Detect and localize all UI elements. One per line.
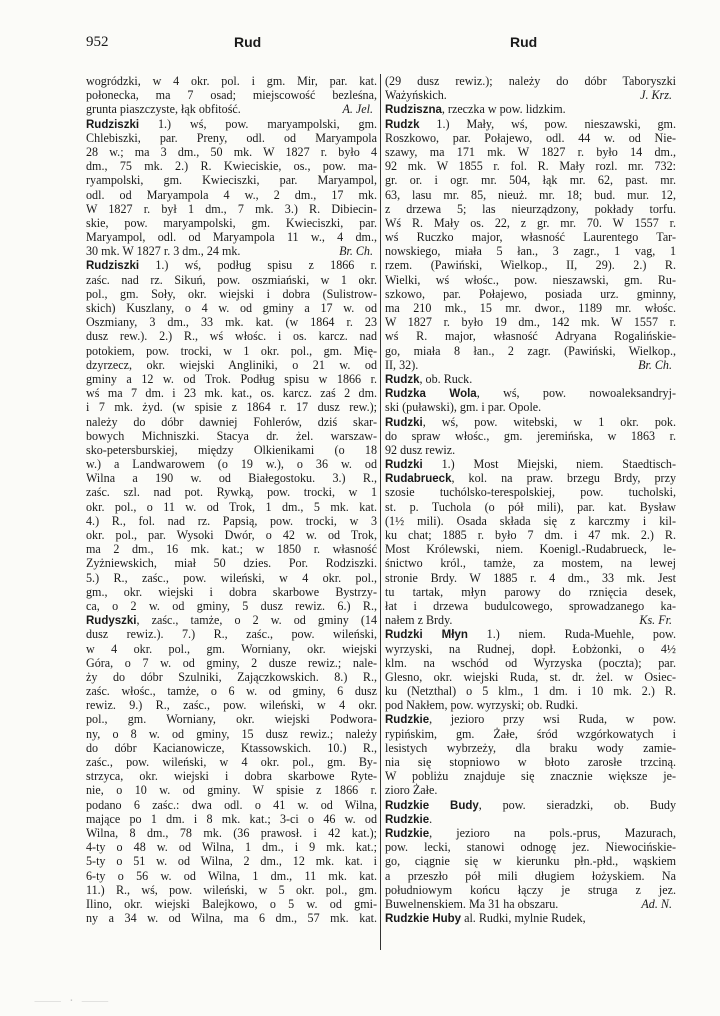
running-header: [86, 34, 686, 54]
text-line: południowym końcu łączy je struga z jez.: [385, 882, 676, 897]
entry-headword: Rudzkie Huby: [385, 913, 462, 926]
text-line: ma 210 mk., 15 mr. dwor., 1189 mr. włośc.: [385, 301, 676, 315]
text-line: Rudzki, wś, pow. witebski, w 1 okr. pok.: [385, 414, 676, 429]
page-number: 952: [86, 34, 109, 50]
line-text: Buwelnenskiem. Ma 31 ha obszaru.: [385, 896, 559, 911]
author-signature: Br. Ch.: [638, 357, 672, 372]
text-line: a przeszło pół mili długiem łożyskiem. Na: [385, 868, 676, 883]
text-line: Rudziszki 1.) wś, pow. maryampolski, gm.: [86, 116, 377, 131]
text-line: 5-ty o 51 w. od Wilna, 2 dm., 12 mk. kat. i: [86, 854, 377, 869]
running-head-left: Rud: [234, 34, 262, 50]
text-line: dm., 75 mk. 2.) R. Kwieciskie, os., pow. ma-: [86, 159, 377, 174]
entry-headword: Rudzkie: [385, 813, 430, 826]
text-line: go, miała 8 łan., 2 zagr. (Pawiński, Wielkop.,: [385, 343, 676, 358]
text-line: W 1827 r. był 1 dm., 7 mk. 3.) R. Dibiecin-: [86, 201, 377, 216]
text-line: W 1827 r. było 19 dm., 142 mk. W 1557 r.: [385, 315, 676, 330]
text-line: 92 mk. W 1855 r. fol. R. Mały rozl. mr. 732:: [385, 159, 676, 174]
text-line: skie, pow. maryampolski, gm. Kwieciszki, par.: [86, 215, 377, 230]
text-line: Rudzkie, jezioro przy wsi Ruda, w pow.: [385, 712, 676, 727]
entry-headword: Rudyszki: [86, 615, 137, 628]
text-line: W pobliżu znajduje się znacznie większe je-: [385, 769, 676, 784]
entry-headword: Rudzka Wola: [385, 388, 477, 401]
text-line: wś ma 7 dm. i 23 mk. kat., os. karcz. zaś 2 dm.: [86, 386, 377, 401]
text-line: połonecka, ma 7 osad; miejscowość bezleśna,: [86, 88, 377, 103]
entry-headword: Rudzki Młyn: [385, 629, 468, 642]
text-line: wś R. major, własność Adryana Rogalińskie-: [385, 329, 676, 344]
text-line: wś Ruczko major, własność Laurentego Tar-: [385, 230, 676, 245]
line-text: nałem z Brdy.: [385, 613, 453, 628]
text-line: [385, 88, 676, 102]
text-line: [385, 613, 676, 627]
text-line: pol., gm. Worniany, okr. wiejski Podwora-: [86, 712, 377, 727]
right-column: [385, 74, 676, 925]
author-signature: Br. Ch.: [339, 244, 373, 259]
text-line: gm., okr. wiejski i dobra skarbowe Bystrzy-: [86, 584, 377, 599]
text-line: podano 6 zaśc.: dwa odl. o 41 w. od Wilna,: [86, 797, 377, 812]
text-line: mające po 1 dm. i 8 mk. kat.; 3-ci o 46 w. od: [86, 811, 377, 826]
text-line: 92 dusz rewiz.: [385, 442, 456, 457]
text-line: stronie Brdy. W 1885 r. 4 dm., 33 mk. Jest: [385, 570, 676, 585]
text-line: strzyca, okr. wiejski i dobra skarbowe Ryte-: [86, 769, 377, 784]
text-line: Wilna, 8 dm., 78 mk. (36 prawosł. i 42 kat.);: [86, 825, 377, 840]
text-line: Oszmiany, 3 dm., 33 mk. kat. (w 1864 r. 23: [86, 315, 377, 330]
text-line: potokiem, pow. trocki, w 1 okr. pol., gm. Mię-: [86, 343, 377, 358]
text-line: Wielki, wś włośc., pow. nieszawski, gm. Ru-: [385, 272, 676, 287]
author-signature: Ad. N.: [641, 896, 672, 911]
text-line: st. p. Tuchola (o pół mili), par. kat. Bysław: [385, 499, 676, 514]
text-line: 4-ty o 48 w. od Wilna, 1 dm., i 9 mk. kat.;: [86, 840, 377, 855]
text-line: bowych Michniszki. Stacya dr. żel. warszaw-: [86, 428, 377, 443]
text-line: Rudyszki, zaśc., tamże, o 2 w. od gminy (14: [86, 613, 377, 628]
text-line: Rudziszna, rzeczka w pow. lidzkim.: [385, 102, 566, 117]
text-line: szosie tuchólsko-terespolskiej, pow. tucholski,: [385, 485, 676, 500]
text-line: ryampolski, gm. Kwieciszki, par. Maryampol,: [86, 173, 377, 188]
line-text: 30 mk. W 1827 r. 3 dm., 24 mk.: [86, 244, 241, 259]
entry-headword: Rudzkie: [385, 827, 430, 840]
text-line: pod Nakłem, pow. wyrzyski; ob. Rudki.: [385, 698, 579, 713]
text-line: tu tartak, młyn parowy do rznięcia desek,: [385, 584, 676, 599]
author-signature: Ks. Fr.: [639, 613, 672, 628]
text-line: zaśc. szl. nad pot. Rywką, pow. trocki, w 1: [86, 485, 377, 500]
text-line: ma 2 dm., 16 mk. kat.; w 1850 r. własność: [86, 542, 377, 557]
text-line: Rudabrueck, kol. na praw. brzegu Brdy, przy: [385, 471, 676, 486]
text-line: 6-ty o 56 w. od Wilna, 1 dm., 11 mk. kat.: [86, 868, 377, 883]
text-line: ku chat; 1885 r. było 7 dm. i 47 mk. 2.) R.: [385, 528, 676, 542]
text-line: odl. od Maryampola 4 w., 2 dm., 17 mk.: [86, 187, 377, 202]
text-line: Góra, o 7 w. od gminy, 2 dusze rewiz.; nale-: [86, 655, 377, 670]
text-line: Rudzki Młyn 1.) niem. Ruda-Muehle, pow.: [385, 627, 676, 642]
text-line: wyrzyski, na Rudnej, dopł. Łobżonki, o 4½: [385, 641, 676, 656]
text-line: 63, lasu mr. 85, nieuż. mr. 18; bud. mur. 12,: [385, 187, 676, 202]
text-line: Rudzka Wola, wś, pow. nowoaleksandryj-: [385, 386, 676, 401]
text-line: nowskiego, miała 5 łan., 3 zagr., 1 vag, 1: [385, 244, 676, 259]
text-line: [385, 897, 676, 911]
text-line: pow. lecki, stanowi odnogę jez. Niewocińskie-: [385, 840, 676, 855]
text-line: 11.) R., wś, pow. wileński, w 5 okr. pol., gm.: [86, 882, 377, 897]
text-line: Rudzk, ob. Ruck.: [385, 371, 473, 386]
text-line: (29 dusz rewiz.); należy do dóbr Taboryszki: [385, 74, 676, 88]
text-line: ski (puławski), gm. i par. Opole.: [385, 400, 542, 415]
entry-headword: Rudabrueck: [385, 473, 452, 486]
entry-headword: Rudzkie: [385, 714, 430, 727]
entry-headword: Rudziszna: [385, 104, 442, 117]
text-line: śnictwo król., tamże, za mostem, na lewej: [385, 556, 676, 571]
text-line: Rudzkie Huby al. Rudki, mylnie Rudek,: [385, 911, 586, 926]
text-line: szawy, ma 171 mk. W 1827 r. było 14 dm.,: [385, 144, 676, 159]
text-line: go, ciągnie się w kierunku płn.-płd., wąskiem: [385, 854, 676, 869]
text-line: [385, 358, 676, 372]
entry-headword: Rudzk: [385, 118, 420, 131]
text-line: Chlebiszki, par. Preny, odl. od Maryampola: [86, 130, 377, 145]
column-divider: [380, 74, 381, 950]
text-line: rewiz. 9.) R., zaśc., pow. wileński, w 4 okr.: [86, 698, 377, 713]
text-line: ży do dóbr Szulniki, Zajączkowskich. 8.) R.,: [86, 669, 377, 684]
text-line: należy do dóbr dawniej Fohlerów, dziś skar-: [86, 414, 377, 429]
text-line: Rudziszki 1.) wś, podług spisu z 1866 r.: [86, 258, 377, 273]
text-line: (1½ mili). Osada składa się z karczmy i kil-: [385, 513, 676, 528]
author-signature: A. Jel.: [342, 102, 373, 117]
text-line: Rudzki 1.) Most Miejski, niem. Staedtisch-: [385, 457, 676, 472]
text-line: Ilino, okr. wiejski Balejkowo, o 5 w. od gmi-: [86, 896, 377, 911]
text-line: Rudzkie Budy, pow. sieradzki, ob. Budy: [385, 797, 676, 812]
text-line: dusz rew.). 2.) R., wś włośc. i os. karcz. nad: [86, 329, 377, 344]
text-line: do spraw włośc., gm. jeremińska, w 1863 r.: [385, 428, 676, 443]
text-line: ny, o 8 w. od gminy, 15 dusz rewiz.; należy: [86, 726, 377, 741]
text-line: Rudzkie, jezioro na pols.-prus, Mazurach,: [385, 825, 676, 840]
text-line: okr. pol., par. Wysoki Dwór, o 42 w. od Trok,: [86, 528, 377, 542]
text-line: ny a 34 w. od Wilna, ma 6 dm., 57 mk. kat.: [86, 911, 377, 926]
text-line: pol., gm. Soły, okr. wiejski i dobra (Sulistrow-: [86, 286, 377, 301]
text-line: zioro Żałe.: [385, 783, 438, 798]
text-line: do dóbr Kacianowicze, Ktassowskich. 10.) R.,: [86, 740, 377, 755]
text-line: z drzewa 5; las nieurządzony, pokłady torfu.: [385, 201, 676, 216]
entry-headword: Rudziszki: [86, 118, 140, 131]
text-line: Rudzkie.: [385, 811, 433, 826]
entry-headword: Rudziszki: [86, 260, 140, 273]
text-line: Rudzk 1.) Mały, wś, pow. nieszawski, gm.: [385, 116, 676, 131]
running-head-right: Rud: [510, 34, 538, 50]
text-line: Roszkowo, par. Połajewo, odl. 44 w. od Nie-: [385, 130, 676, 145]
text-line: klm. na wschód od Wyrzyska (poczta); par.: [385, 655, 676, 670]
scan-edge-mark: ⸻ · ⸻: [34, 994, 109, 1007]
text-line: wogródzki, w 4 okr. pol. i gm. Mir, par. kat.: [86, 74, 377, 88]
text-line: zaśc. nad rz. Sikuń, pow. oszmiański, w 1 okr.: [86, 272, 377, 287]
text-line: okr. pol., o 11 w. od Trok, 1 dm., 5 mk. kat.: [86, 499, 377, 514]
text-line: łat i drzewa budulcowego, sprowadzanego ka-: [385, 598, 676, 613]
entry-headword: Rudzki: [385, 459, 423, 472]
text-line: zaśc., pow. wileński, w 4 okr. pol., gm. By-: [86, 755, 377, 769]
text-line: 5.) R., zaśc., pow. wileński, w 4 okr. pol.,: [86, 570, 377, 585]
line-text: II, 32).: [385, 357, 419, 372]
line-text: grunta piaszczyste, łąk obfitość.: [86, 102, 241, 117]
text-line: szkowo, par. Połajewo, posiada urz. gminny,: [385, 286, 676, 301]
text-line: dzyrzecz, okr. wiejski Angliniki, o 21 w. od: [86, 357, 377, 372]
text-line: Zyżniewskich, miał 50 dzies. Por. Rodziszki.: [86, 556, 377, 571]
text-line: gminy a 12 w. od Trok. Podług spisu w 1866 r.: [86, 371, 377, 386]
text-line: 4.) R., fol. nad rz. Papsią, pow. trocki, w 3: [86, 513, 377, 528]
entry-headword: Rudzk: [385, 373, 420, 386]
text-line: w.) a Landwarowem (o 19 w.), o 36 w. od: [86, 457, 377, 472]
text-line: Most Królewski, niem. Koenigl.-Rudabrueck, le-: [385, 542, 676, 557]
text-line: Glesno, okr. wiejski Ruda, st. dr. żel. w Osiec-: [385, 669, 676, 684]
text-line: 28 w.; ma 3 dm., 50 mk. W 1827 r. było 4: [86, 144, 377, 159]
text-line: [86, 102, 377, 116]
text-line: w 4 okr. pol., gm. Worniany, okr. wiejski: [86, 641, 377, 656]
text-line: i 7 mk. żyd. (w spisie z 1864 r. 17 dusz rew.);: [86, 400, 377, 415]
text-line: [86, 244, 377, 258]
text-line: ku (Netzthal) o 5 klm., 1 dm. i 10 mk. 2.) R.: [385, 684, 676, 699]
text-line: rzem. (Pawiński, Wielkop., II, 29). 2.) R.: [385, 258, 676, 273]
text-line: nia się stopniowo w błoto zarosłe trzciną.: [385, 755, 676, 769]
author-signature: J. Krz.: [640, 88, 672, 103]
text-line: ca, o 2 w. od gminy, 5 dusz rewiz. 6.) R.,: [86, 598, 377, 613]
text-line: nie, o 10 w. od gminy. W spisie z 1866 r.: [86, 783, 377, 798]
text-line: Wś R. Mały os. 22, z gr. mr. 70. W 1557 r.: [385, 215, 676, 230]
left-column: [86, 74, 377, 925]
text-line: gr. or. i ogr. mr. 504, łąk mr. 62, past. mr.: [385, 173, 676, 188]
text-line: sko-petersburskiej, między Olkienikami (o 18: [86, 442, 377, 457]
text-line: lesistych wybrzeży, dla braku wody zamie-: [385, 740, 676, 755]
text-line: zaśc. włośc., tamże, o 6 w. od gminy, 6 dusz: [86, 684, 377, 699]
text-line: rypińskim, gm. Żałe, śród wzgórkowatych i: [385, 726, 676, 741]
entry-headword: Rudzkie Budy: [385, 799, 479, 812]
line-text: Ważyńskich.: [385, 88, 447, 103]
text-line: Maryampol, odl. od Maryampola 11 w., 4 dm.,: [86, 230, 377, 245]
text-line: skich) Kuszlany, o 4 w. od gminy a 17 w. od: [86, 301, 377, 315]
entry-headword: Rudzki: [385, 416, 423, 429]
text-line: Wilna a 190 w. od Białegostoku. 3.) R.,: [86, 471, 377, 486]
text-line: dusz rewiz.). 7.) R., zaśc., pow. wileński,: [86, 627, 377, 642]
